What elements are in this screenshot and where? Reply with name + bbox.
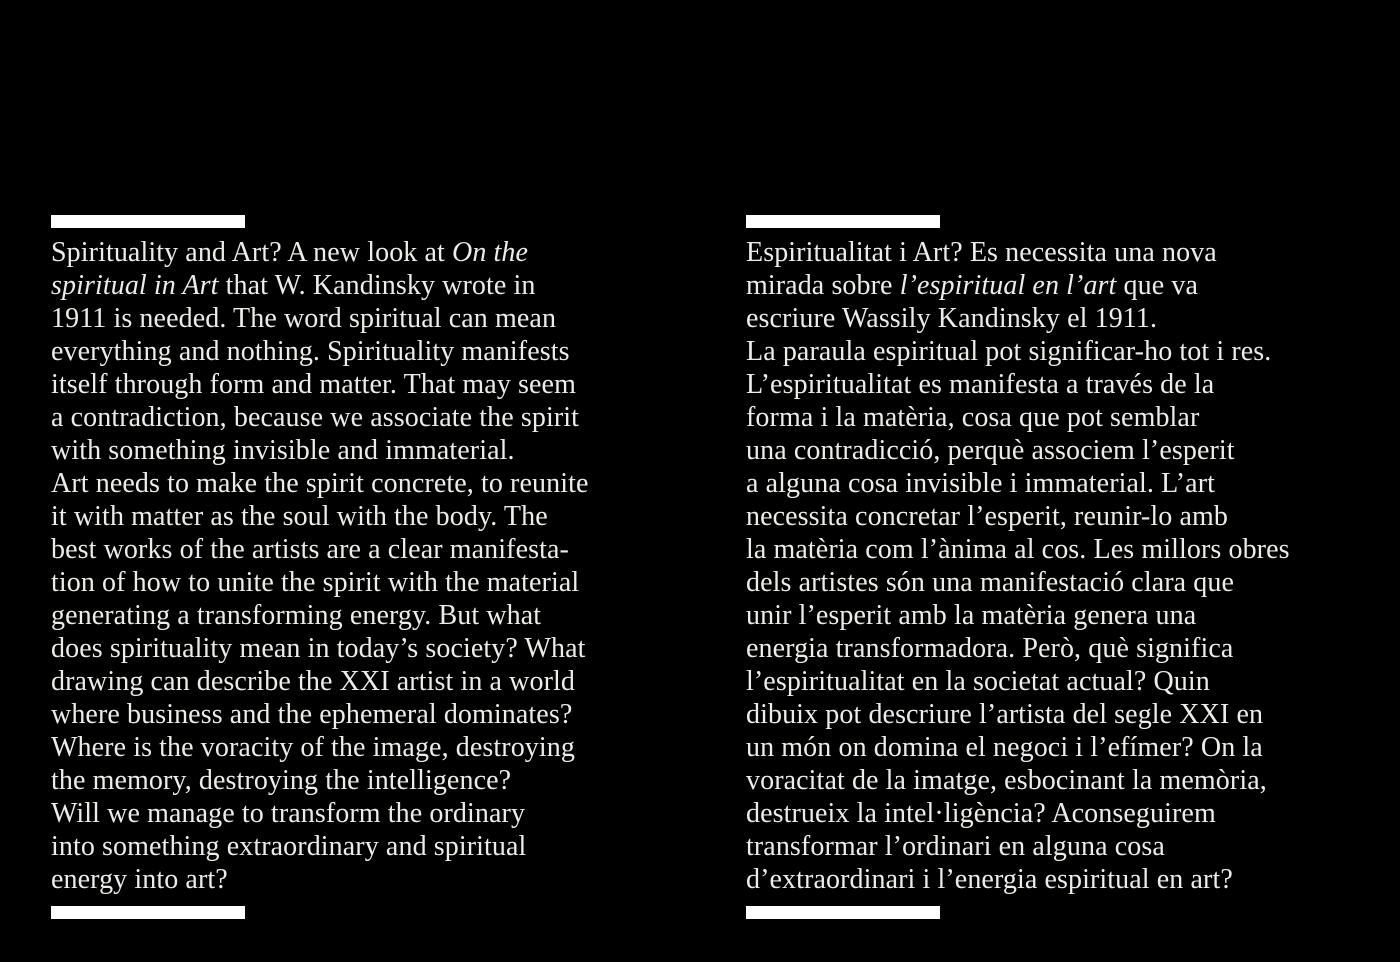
text-line: forma i la matèria, cosa que pot semblar — [746, 402, 1200, 433]
text-line: the memory, destroying the intelligence? — [51, 765, 512, 796]
text-line: dels artistes són una manifestació clara que — [746, 567, 1235, 598]
column-english — [51, 215, 589, 919]
text-line: a alguna cosa invisible i immaterial. L’art — [746, 468, 1216, 499]
text-line: a contradiction, because we associate the spirit — [51, 402, 580, 433]
text-line: 1911 is needed. The word spiritual can mean — [51, 303, 557, 334]
text-line: drawing can describe the XXI artist in a world — [51, 666, 575, 697]
text-line: La paraula espiritual pot significar-ho tot i res. — [746, 336, 1272, 367]
text-line: unir l’esperit amb la matèria genera una — [746, 600, 1197, 631]
text-line: Will we manage to transform the ordinary — [51, 798, 526, 829]
text-line: tion of how to unite the spirit with the material — [51, 567, 580, 598]
text-line: mirada sobre l’espiritual en l’art que va — [746, 270, 1198, 301]
top-rule-catalan — [746, 215, 940, 228]
text-line: una contradicció, perquè associem l’esperit — [746, 435, 1235, 466]
text-line: d’extraordinari i l’energia espiritual en art? — [746, 864, 1233, 895]
text-line: escriure Wassily Kandinsky el 1911. — [746, 303, 1158, 334]
text-line: L’espiritualitat es manifesta a través de la — [746, 369, 1215, 400]
text-line: dibuix pot descriure l’artista del segle XXI en — [746, 699, 1264, 730]
text-line: un món on domina el negoci i l’efímer? On la — [746, 732, 1263, 763]
text-line: best works of the artists are a clear manifesta- — [51, 534, 569, 565]
text-line: transformar l’ordinari en alguna cosa — [746, 831, 1165, 862]
english-paragraph — [51, 236, 589, 896]
text-line: Where is the voracity of the image, destroying — [51, 732, 575, 763]
text-line: Art needs to make the spirit concrete, to reunite — [51, 468, 589, 499]
text-line: necessita concretar l’esperit, reunir-lo amb — [746, 501, 1228, 532]
text-line: where business and the ephemeral dominates? — [51, 699, 573, 730]
text-line: generating a transforming energy. But what — [51, 600, 542, 631]
top-rule-english — [51, 215, 245, 228]
text-line: la matèria com l’ànima al cos. Les millors obres — [746, 534, 1290, 565]
column-catalan — [746, 215, 1290, 919]
bottom-rule-english — [51, 906, 245, 919]
text-line: spiritual in Art that W. Kandinsky wrote in — [51, 270, 536, 301]
text-line: does spirituality mean in today’s society? What — [51, 633, 586, 664]
text-line: it with matter as the soul with the body. The — [51, 501, 548, 532]
text-line: energy into art? — [51, 864, 228, 895]
text-line: voracitat de la imatge, esbocinant la memòria, — [746, 765, 1267, 796]
text-line: Spirituality and Art? A new look at On the — [51, 237, 529, 268]
text-line: Espiritualitat i Art? Es necessita una nova — [746, 237, 1217, 268]
text-line: with something invisible and immaterial. — [51, 435, 515, 466]
bottom-rule-catalan — [746, 906, 940, 919]
text-line: l’espiritualitat en la societat actual? Quin — [746, 666, 1210, 697]
text-line: itself through form and matter. That may seem — [51, 369, 576, 400]
text-line: energia transformadora. Però, què significa — [746, 633, 1234, 664]
text-line: everything and nothing. Spirituality manifests — [51, 336, 570, 367]
catalan-paragraph — [746, 236, 1290, 896]
text-line: destrueix la intel·ligència? Aconseguirem — [746, 798, 1216, 829]
text-line: into something extraordinary and spiritual — [51, 831, 527, 862]
